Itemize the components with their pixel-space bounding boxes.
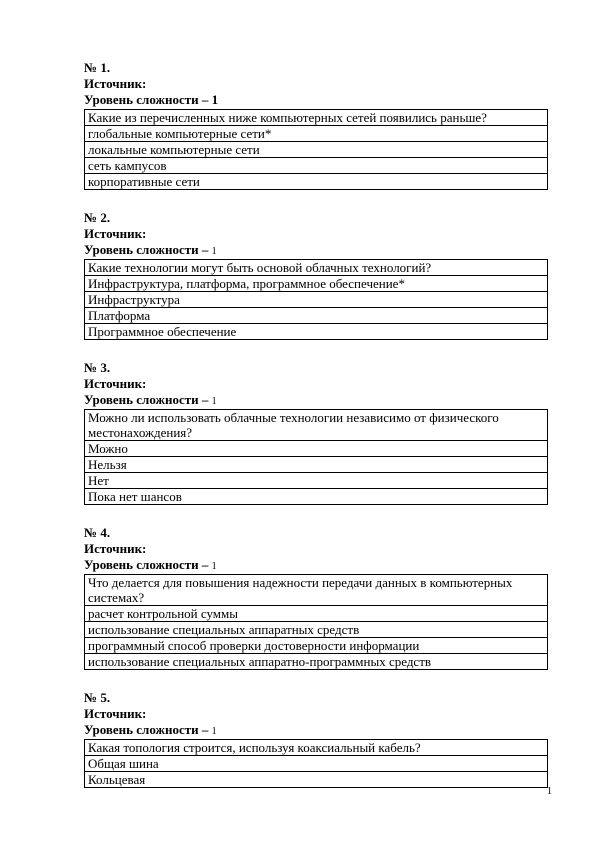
answer-row	[85, 324, 548, 340]
answer-row	[85, 292, 548, 308]
answer-row	[85, 308, 548, 324]
answer-row	[85, 638, 548, 654]
source-label: Источник:	[84, 706, 147, 721]
question-table	[84, 259, 548, 340]
answer-text: использование специальных аппаратно-программных средств	[85, 654, 548, 670]
answer-row	[85, 756, 548, 772]
source-label: Источник:	[84, 541, 147, 556]
question-block	[84, 360, 548, 505]
question-table	[84, 574, 548, 670]
difficulty-label: Уровень сложности –	[84, 557, 209, 572]
answer-row	[85, 606, 548, 622]
answer-text: Кольцевая	[85, 772, 548, 788]
answer-text: программный способ проверки достоверности информации	[85, 638, 548, 654]
answer-row	[85, 126, 548, 142]
difficulty-label: Уровень сложности –	[84, 392, 209, 407]
question-text: Можно ли использовать облачные технологии независимо от физического местонахождения?	[85, 410, 548, 441]
question-table	[84, 739, 548, 788]
answer-text: локальные компьютерные сети	[85, 142, 548, 158]
answer-row	[85, 622, 548, 638]
difficulty-line	[84, 242, 548, 258]
answer-row	[85, 489, 548, 505]
question-row	[85, 260, 548, 276]
question-number: № 3.	[84, 360, 111, 375]
answer-text: Общая шина	[85, 756, 548, 772]
difficulty-value: 1	[211, 726, 217, 737]
question-block	[84, 525, 548, 670]
difficulty-value: 1	[211, 92, 219, 107]
difficulty-value: 1	[211, 561, 217, 572]
answer-row	[85, 158, 548, 174]
difficulty-line	[84, 92, 548, 108]
question-text: Какая топология строится, используя коаксиальный кабель?	[85, 740, 548, 756]
answer-text: корпоративные сети	[85, 174, 548, 190]
question-block	[84, 60, 548, 190]
document-body	[84, 60, 548, 808]
question-number: № 4.	[84, 525, 111, 540]
source-label: Источник:	[84, 376, 147, 391]
question-number: № 5.	[84, 690, 111, 705]
source-label: Источник:	[84, 76, 147, 91]
answer-row	[85, 473, 548, 489]
question-row	[85, 410, 548, 441]
source-label: Источник:	[84, 226, 147, 241]
difficulty-label: Уровень сложности –	[84, 722, 209, 737]
question-text: Что делается для повышения надежности передачи данных в компьютерных системах?	[85, 575, 548, 606]
answer-text: Программное обеспечение	[85, 324, 548, 340]
answer-text: Платформа	[85, 308, 548, 324]
question-number: № 2.	[84, 210, 111, 225]
question-table	[84, 109, 548, 190]
answer-text: сеть кампусов	[85, 158, 548, 174]
answer-text: Можно	[85, 441, 548, 457]
question-number: № 1.	[84, 60, 111, 75]
answer-text: Пока нет шансов	[85, 489, 548, 505]
difficulty-label: Уровень сложности –	[84, 92, 209, 107]
answer-row	[85, 457, 548, 473]
answer-row	[85, 772, 548, 788]
question-table	[84, 409, 548, 505]
answer-row	[85, 441, 548, 457]
question-block	[84, 210, 548, 340]
question-row	[85, 575, 548, 606]
question-text: Какие технологии могут быть основой облачных технологий?	[85, 260, 548, 276]
answer-text: использование специальных аппаратных средств	[85, 622, 548, 638]
difficulty-label: Уровень сложности –	[84, 242, 209, 257]
difficulty-value: 1	[211, 396, 217, 407]
question-text: Какие из перечисленных ниже компьютерных сетей появились раньше?	[85, 110, 548, 126]
answer-row	[85, 142, 548, 158]
answer-text: Нет	[85, 473, 548, 489]
difficulty-line	[84, 392, 548, 408]
difficulty-value: 1	[211, 246, 217, 257]
answer-text: расчет контрольной суммы	[85, 606, 548, 622]
answer-text: Инфраструктура, платформа, программное обеспечение*	[85, 276, 548, 292]
answer-row	[85, 174, 548, 190]
question-block	[84, 690, 548, 788]
answer-row	[85, 276, 548, 292]
question-row	[85, 740, 548, 756]
difficulty-line	[84, 722, 548, 738]
question-row	[85, 110, 548, 126]
answer-text: глобальные компьютерные сети*	[85, 126, 548, 142]
page-number: 1	[547, 786, 552, 797]
answer-text: Нельзя	[85, 457, 548, 473]
answer-text: Инфраструктура	[85, 292, 548, 308]
difficulty-line	[84, 557, 548, 573]
answer-row	[85, 654, 548, 670]
